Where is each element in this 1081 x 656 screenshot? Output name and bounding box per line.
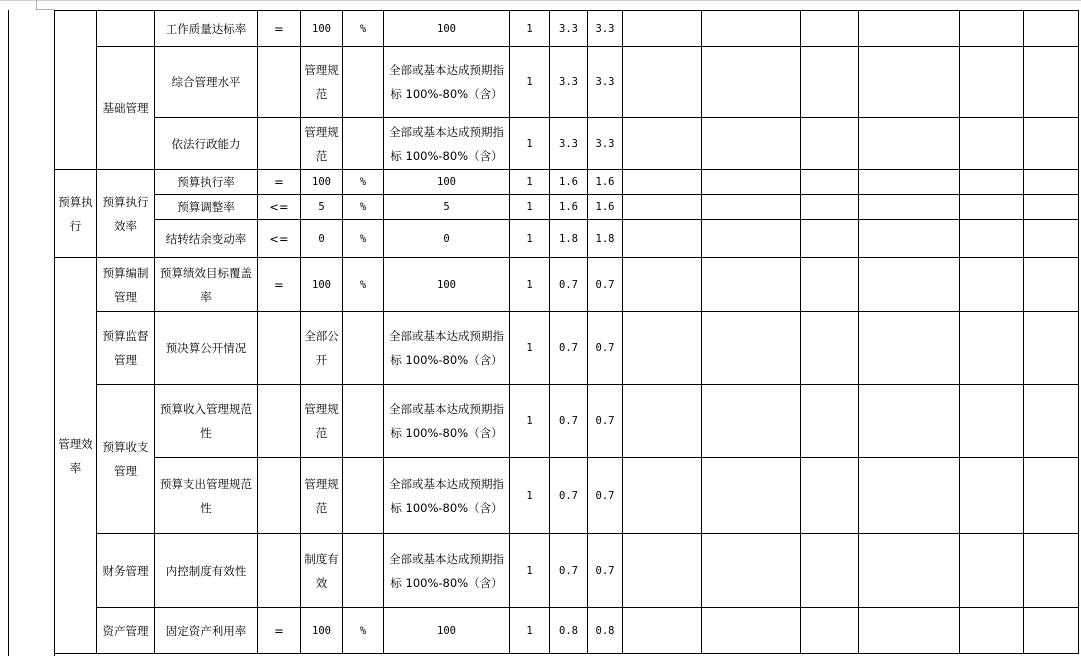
indicator-name: 内控制度有效性 (155, 534, 258, 608)
index-value: 全部公开 (301, 312, 343, 385)
empty-cell (702, 220, 801, 258)
table-row (55, 118, 1079, 170)
index-value: 管理规范 (301, 118, 343, 170)
empty-cell (623, 258, 702, 312)
empty-cell (859, 458, 960, 534)
empty-cell (623, 47, 702, 118)
table-row (55, 258, 1079, 312)
empty-cell (801, 220, 859, 258)
empty-cell (960, 195, 1024, 220)
empty-cell (623, 385, 702, 458)
empty-cell (801, 258, 859, 312)
unit (343, 385, 384, 458)
empty-cell (1024, 118, 1079, 170)
empty-cell (960, 258, 1024, 312)
empty-cell (859, 170, 960, 195)
empty-cell (702, 608, 801, 654)
empty-cell (801, 534, 859, 608)
operator: <= (258, 195, 301, 220)
operator: <= (258, 220, 301, 258)
weight: 1 (510, 170, 550, 195)
index-value: 100 (301, 258, 343, 312)
index-value: 0 (301, 220, 343, 258)
score: 1.6 (588, 195, 623, 220)
target-value: 全部或基本达成预期指标 100%-80%（含） (384, 458, 510, 534)
empty-cell (702, 11, 801, 47)
empty-cell (623, 118, 702, 170)
level2-cell: 预算收支管理 (97, 385, 155, 534)
level2-cell: 财务管理 (97, 534, 155, 608)
indicator-name: 综合管理水平 (155, 47, 258, 118)
score: 0.7 (550, 534, 588, 608)
empty-cell (859, 195, 960, 220)
unit: % (343, 11, 384, 47)
unit (343, 118, 384, 170)
score: 1.8 (588, 220, 623, 258)
outer-category-column (8, 10, 55, 656)
level2-cell: 资产管理 (97, 608, 155, 654)
index-value: 管理规范 (301, 385, 343, 458)
empty-cell (859, 118, 960, 170)
empty-cell (702, 47, 801, 118)
table-row (55, 608, 1079, 654)
table-row (55, 534, 1079, 608)
operator (258, 534, 301, 608)
empty-cell (960, 534, 1024, 608)
performance-indicator-table (54, 10, 1079, 654)
empty-cell (960, 458, 1024, 534)
level2-cell (97, 11, 155, 47)
score: 0.7 (588, 458, 623, 534)
indicator-name: 依法行政能力 (155, 118, 258, 170)
empty-cell (1024, 258, 1079, 312)
empty-cell (702, 118, 801, 170)
empty-cell (623, 195, 702, 220)
indicator-name: 工作质量达标率 (155, 11, 258, 47)
score: 3.3 (550, 118, 588, 170)
empty-cell (1024, 170, 1079, 195)
empty-cell (801, 170, 859, 195)
indicator-name: 预算绩效目标覆盖率 (155, 258, 258, 312)
unit (343, 47, 384, 118)
weight: 1 (510, 312, 550, 385)
target-value: 100 (384, 258, 510, 312)
table-row (55, 220, 1079, 258)
weight: 1 (510, 534, 550, 608)
level2-cell: 基础管理 (97, 47, 155, 170)
page-top-rule (0, 0, 1081, 1)
indicator-name: 预算调整率 (155, 195, 258, 220)
empty-cell (859, 220, 960, 258)
empty-cell (623, 170, 702, 195)
index-value: 100 (301, 608, 343, 654)
score: 0.7 (588, 258, 623, 312)
empty-cell (623, 312, 702, 385)
score: 0.7 (588, 385, 623, 458)
score: 1.8 (550, 220, 588, 258)
score: 0.7 (550, 258, 588, 312)
indicator-name: 预算支出管理规范性 (155, 458, 258, 534)
weight: 1 (510, 47, 550, 118)
empty-cell (859, 534, 960, 608)
empty-cell (859, 11, 960, 47)
target-value: 全部或基本达成预期指标 100%-80%（含） (384, 385, 510, 458)
index-value: 制度有效 (301, 534, 343, 608)
empty-cell (1024, 47, 1079, 118)
target-value: 全部或基本达成预期指标 100%-80%（含） (384, 118, 510, 170)
operator (258, 47, 301, 118)
empty-cell (1024, 534, 1079, 608)
table-row (55, 195, 1079, 220)
empty-cell (960, 608, 1024, 654)
level2-cell: 预算编制管理 (97, 258, 155, 312)
score: 3.3 (550, 47, 588, 118)
empty-cell (801, 608, 859, 654)
empty-cell (702, 385, 801, 458)
score: 1.6 (550, 170, 588, 195)
empty-cell (859, 312, 960, 385)
empty-cell (702, 195, 801, 220)
score: 0.8 (588, 608, 623, 654)
operator (258, 385, 301, 458)
level2-cell: 预算监督管理 (97, 312, 155, 385)
indicator-name: 固定资产利用率 (155, 608, 258, 654)
unit: % (343, 608, 384, 654)
empty-cell (623, 11, 702, 47)
score: 0.7 (550, 385, 588, 458)
target-value: 100 (384, 608, 510, 654)
unit (343, 458, 384, 534)
weight: 1 (510, 118, 550, 170)
target-value: 全部或基本达成预期指标 100%-80%（含） (384, 534, 510, 608)
empty-cell (801, 11, 859, 47)
score: 1.6 (550, 195, 588, 220)
table-row (55, 312, 1079, 385)
empty-cell (702, 170, 801, 195)
index-value: 管理规范 (301, 458, 343, 534)
empty-cell (623, 220, 702, 258)
empty-cell (801, 385, 859, 458)
index-value: 管理规范 (301, 47, 343, 118)
empty-cell (960, 170, 1024, 195)
empty-cell (960, 118, 1024, 170)
empty-cell (960, 220, 1024, 258)
score: 0.8 (550, 608, 588, 654)
empty-cell (859, 385, 960, 458)
operator: = (258, 258, 301, 312)
score: 0.7 (550, 458, 588, 534)
operator: = (258, 11, 301, 47)
indicator-name: 预算收入管理规范性 (155, 385, 258, 458)
index-value: 5 (301, 195, 343, 220)
empty-cell (801, 195, 859, 220)
level1-cell (55, 11, 97, 170)
empty-cell (859, 608, 960, 654)
weight: 1 (510, 195, 550, 220)
weight: 1 (510, 608, 550, 654)
empty-cell (960, 385, 1024, 458)
weight: 1 (510, 458, 550, 534)
score: 3.3 (550, 11, 588, 47)
target-value: 5 (384, 195, 510, 220)
empty-cell (702, 258, 801, 312)
score: 0.7 (550, 312, 588, 385)
empty-cell (801, 458, 859, 534)
table-row (55, 47, 1079, 118)
operator (258, 118, 301, 170)
empty-cell (1024, 220, 1079, 258)
weight: 1 (510, 220, 550, 258)
unit: % (343, 170, 384, 195)
unit: % (343, 258, 384, 312)
empty-cell (801, 118, 859, 170)
empty-cell (623, 608, 702, 654)
index-value: 100 (301, 170, 343, 195)
empty-cell (960, 47, 1024, 118)
empty-cell (859, 47, 960, 118)
empty-cell (801, 312, 859, 385)
indicator-name: 结转结余变动率 (155, 220, 258, 258)
table-row (55, 385, 1079, 458)
empty-cell (1024, 312, 1079, 385)
empty-cell (623, 534, 702, 608)
table-row (55, 11, 1079, 47)
empty-cell (1024, 458, 1079, 534)
operator (258, 458, 301, 534)
weight: 1 (510, 11, 550, 47)
unit: % (343, 195, 384, 220)
unit: % (343, 220, 384, 258)
level1-cell: 管理效率 (55, 258, 97, 654)
target-value: 100 (384, 11, 510, 47)
table-row (55, 170, 1079, 195)
target-value: 0 (384, 220, 510, 258)
target-value: 100 (384, 170, 510, 195)
unit (343, 312, 384, 385)
score: 1.6 (588, 170, 623, 195)
level1-cell: 预算执行 (55, 170, 97, 258)
score: 0.7 (588, 312, 623, 385)
level2-cell: 预算执行效率 (97, 170, 155, 258)
weight: 1 (510, 258, 550, 312)
target-value: 全部或基本达成预期指标 100%-80%（含） (384, 312, 510, 385)
empty-cell (1024, 11, 1079, 47)
table-row (55, 458, 1079, 534)
empty-cell (801, 47, 859, 118)
score: 3.3 (588, 47, 623, 118)
empty-cell (859, 258, 960, 312)
empty-cell (702, 458, 801, 534)
indicator-name: 预决算公开情况 (155, 312, 258, 385)
empty-cell (702, 534, 801, 608)
score: 0.7 (588, 534, 623, 608)
operator: = (258, 608, 301, 654)
empty-cell (960, 11, 1024, 47)
empty-cell (623, 458, 702, 534)
empty-cell (960, 312, 1024, 385)
score: 3.3 (588, 118, 623, 170)
index-value: 100 (301, 11, 343, 47)
unit (343, 534, 384, 608)
empty-cell (1024, 385, 1079, 458)
score: 3.3 (588, 11, 623, 47)
operator: = (258, 170, 301, 195)
target-value: 全部或基本达成预期指标 100%-80%（含） (384, 47, 510, 118)
operator (258, 312, 301, 385)
weight: 1 (510, 385, 550, 458)
indicator-name: 预算执行率 (155, 170, 258, 195)
empty-cell (1024, 195, 1079, 220)
empty-cell (1024, 608, 1079, 654)
empty-cell (702, 312, 801, 385)
